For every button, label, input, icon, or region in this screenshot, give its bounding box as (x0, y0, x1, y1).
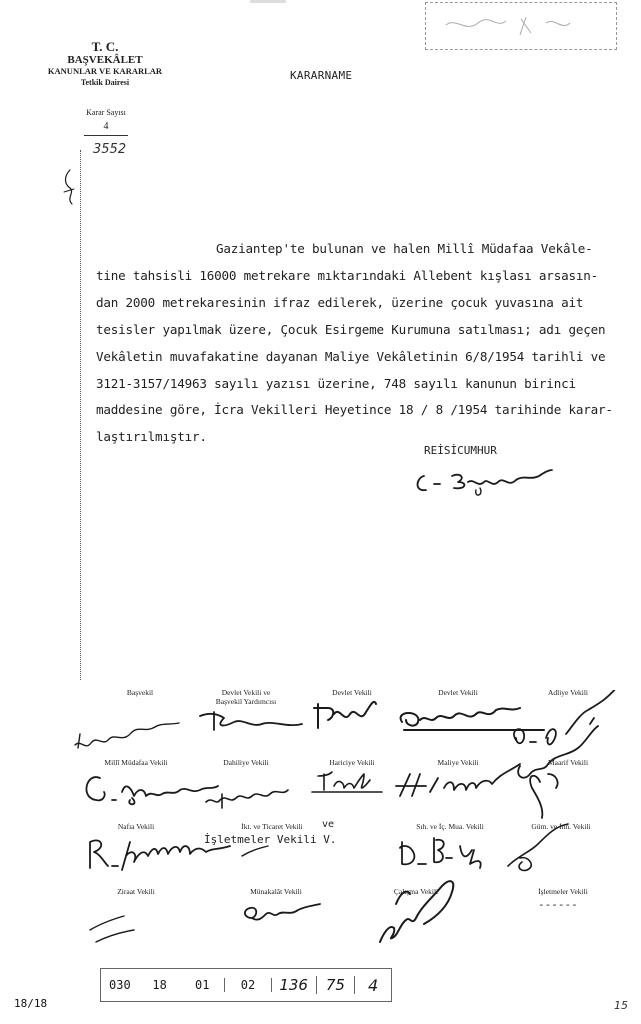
signature-hariciye (312, 772, 382, 792)
label-maarif-vekili: Maarif Vekili (547, 758, 589, 767)
body-line-2: tine tahsisli 16000 metrekare mıktarındaki Allebent kışlası arsasın- (96, 268, 598, 283)
label-hariciye-vekili: Hariciye Vekili (329, 758, 375, 767)
footer-page-number: 15 (614, 999, 628, 1012)
label-ziraat-vekili: Ziraat Vekili (117, 887, 155, 896)
letterhead-department: KANUNLAR VE KARARLAR (47, 66, 163, 76)
decision-number: 4 (103, 121, 109, 132)
archive-code-4: 02 (225, 978, 272, 992)
body-line-3: dan 2000 metrekaresinin ifraz edilerek, üzerine çocuk yuvasına ait (96, 295, 584, 310)
handwritten-number: 3552 (93, 142, 127, 157)
president-signature-icon (410, 462, 570, 502)
archive-code-5: 136 (272, 976, 317, 994)
letterhead (30, 40, 180, 88)
label-devlet-vekili-2: Devlet Vekili (438, 688, 478, 697)
signature-sihhat (400, 838, 481, 868)
margin-initial-icon (60, 168, 80, 208)
label-munakalat-vekili: Münakalât Vekili (250, 887, 302, 896)
letterhead-office: Tetkik Dairesi (80, 78, 130, 87)
body-line-7: maddesine göre, İcra Vekilleri Heyetince 18 / 8 /1954 tarihinde karar- (96, 402, 613, 417)
archive-code-2: 18 (152, 978, 167, 992)
decision-label: Karar Sayısı (86, 108, 126, 117)
signature-calisma (380, 881, 453, 942)
signature-maarif (518, 726, 598, 818)
signature-adliye (514, 690, 618, 744)
archive-code-6: 75 (317, 976, 356, 994)
archive-code-1: 030 (109, 978, 131, 992)
stamp-scribble-icon (426, 3, 616, 49)
signature-nafia (90, 840, 230, 870)
signature-maliye (396, 764, 520, 796)
archive-code-strip (100, 968, 392, 1002)
typed-isletmeler-note: İşletmeler Vekili V. (204, 833, 337, 846)
body-line-5: Vekâletin muvafakatine dayanan Maliye Vekâletinin 6/8/1954 tarihli ve (96, 349, 606, 364)
label-maliye-vekili: Maliye Vekili (437, 758, 479, 767)
body-line-1: Gaziantep'te bulunan ve halen Millî Müdafaa Vekâle- (216, 241, 593, 256)
body-line-4: tesisler yapılmak üzere, Çocuk Esirgeme Kurumuna satılması; adı geçen (96, 322, 606, 337)
body-line-6: 3121-3157/14963 sayılı yazısı üzerine, 748 sayılı kanunun birinci (96, 376, 576, 391)
letterhead-tc: T. C. (91, 39, 119, 54)
label-devlet-vekili-1: Devlet Vekili (332, 688, 372, 697)
decision-number-underline (84, 135, 128, 136)
signature-devlet-yardimcisi (200, 712, 302, 730)
signature-milli-mudafaa (86, 777, 218, 804)
label-isletmeler-vekili: İşletmeler Vekili (538, 887, 588, 896)
isletmeler-dashes: ------ (538, 898, 578, 911)
signature-dahiliye (206, 790, 288, 808)
archive-code-3: 01 (180, 978, 225, 992)
label-iktisat-ticaret-vekili: İkt. ve Ticaret Vekili (241, 822, 303, 831)
signature-gumruk (508, 824, 568, 870)
label-gumruk-inhisarlar-vekili: Güm. ve İnh. Vekili (531, 822, 591, 831)
signature-basvekil (75, 723, 179, 748)
letterhead-basvekalet: BAŞVEKÂLET (67, 54, 143, 66)
label-nafia-vekili: Nafıa Vekili (117, 822, 155, 831)
body-line-8: laştırılmıştır. (96, 429, 207, 444)
footer-page-count: 18/18 (14, 997, 48, 1010)
signature-devlet-vekili-1 (314, 702, 376, 728)
label-devlet-vekili-yardimcisi: Devlet Vekili ve Başvekil Yardımcısı (215, 688, 277, 706)
top-edge-mark (250, 0, 286, 3)
label-calisma-vekili: Çalışma Vekili (393, 887, 439, 896)
signatures-area (0, 690, 641, 970)
archive-stamp (425, 2, 617, 50)
label-adliye-vekili: Adliye Vekili (547, 688, 589, 697)
left-margin-line (80, 150, 81, 680)
signature-ziraat (90, 916, 134, 942)
label-milli-mudafaa-vekili: Millî Müdafaa Vekili (104, 758, 168, 767)
typed-ve: ve (322, 819, 335, 830)
document-title: KARARNAME (290, 69, 353, 82)
president-label: REİSİCUMHUR (424, 444, 497, 457)
archive-code-7: 4 (368, 975, 379, 995)
label-dahiliye-vekili: Dahiliye Vekili (223, 758, 269, 767)
signature-devlet-vekili-2 (401, 708, 544, 730)
label-sihhat-vekili: Sıh. ve İç. Mua. Vekili (416, 822, 484, 831)
signature-munakalat (245, 904, 320, 920)
signature-iktisat (242, 846, 268, 856)
label-basvekil: Başvekil (126, 688, 154, 697)
